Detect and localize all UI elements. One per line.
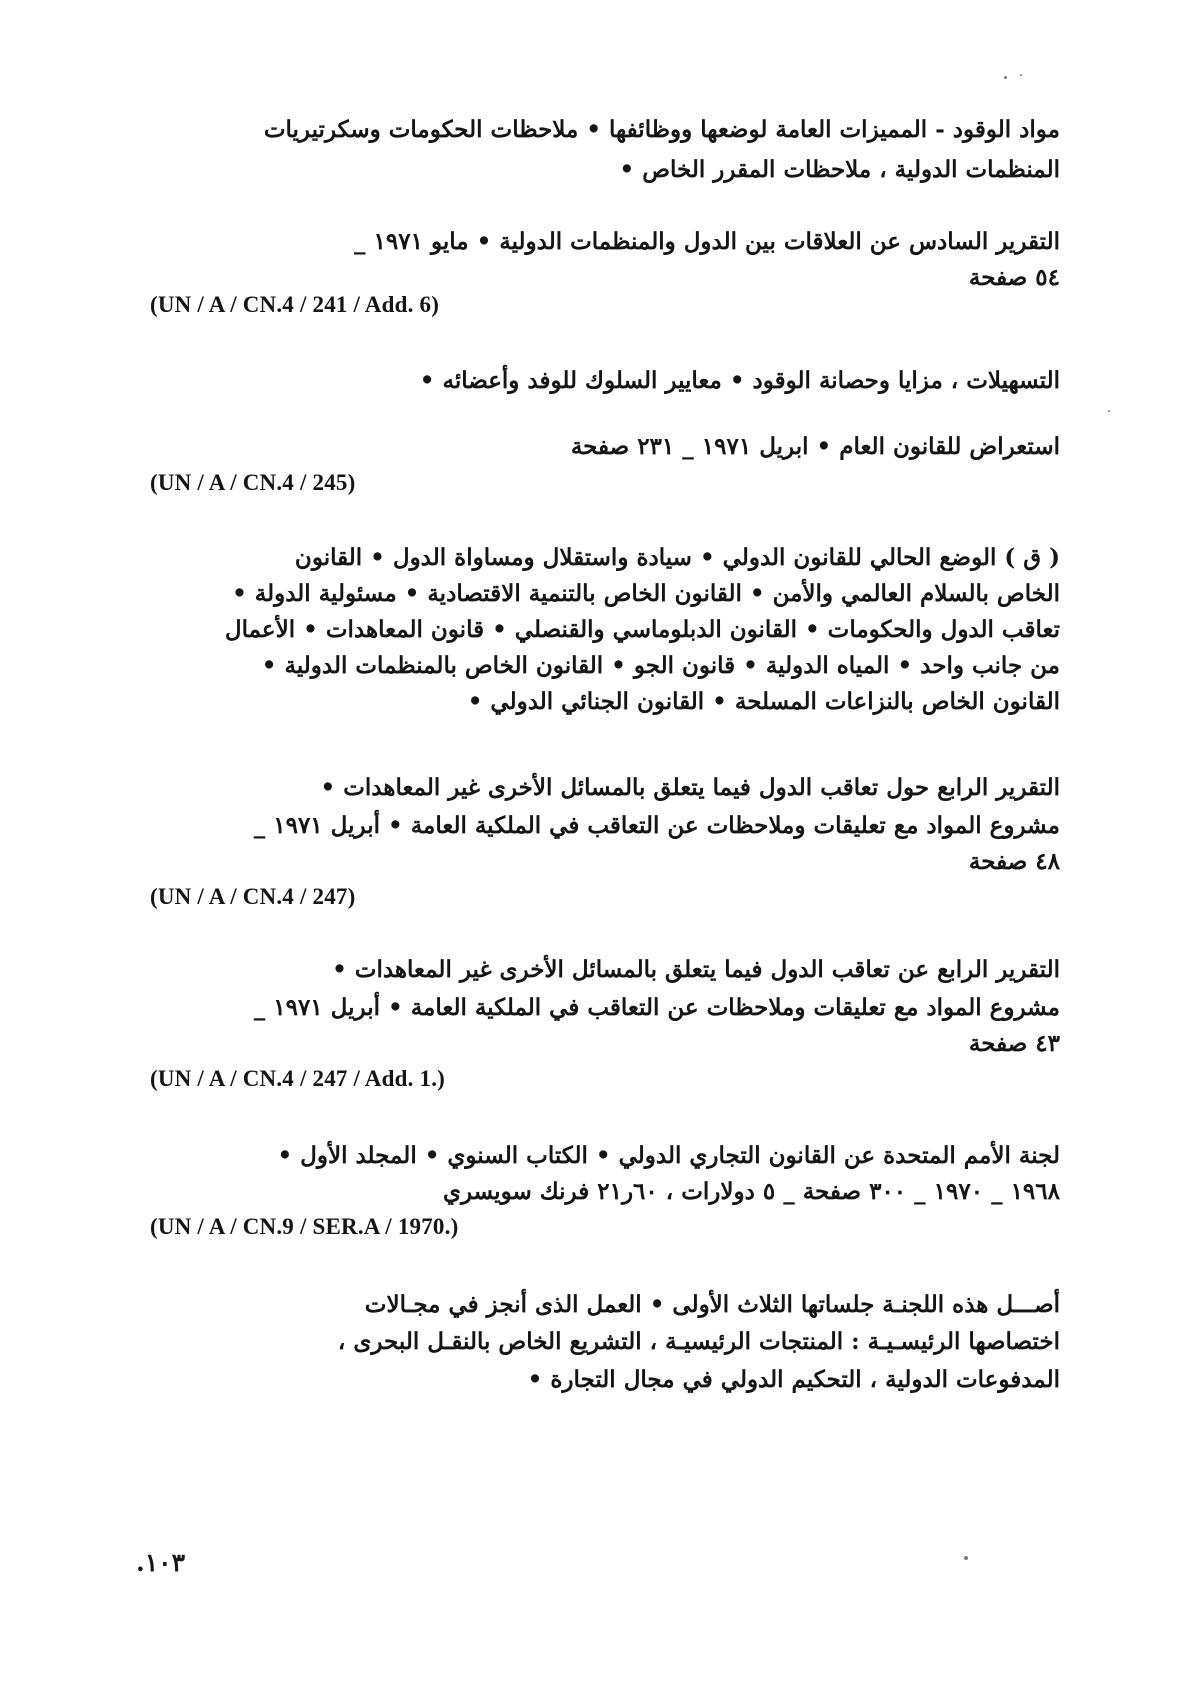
entry-7-line-3: ٤٣ صفحة: [968, 1030, 1060, 1057]
entry-5-line-1: ( ق ) الوضع الحالي للقانون الدولي • سيادة واستقلال ومساواة الدول • القانون: [294, 544, 1060, 571]
entry-6-document-code: (UN / A / CN.4 / 247): [150, 884, 356, 909]
scan-speck: [1020, 74, 1022, 76]
entry-1-line-2: المنظمات الدولية ، ملاحظات المقرر الخاص •: [619, 156, 1060, 183]
entry-2-line-2: ٥٤ صفحة: [968, 264, 1060, 291]
entry-1-line-1: مواد الوقود - المميزات العامة لوضعها ووظائفها • ملاحظات الحكومات وسكرتيريات: [263, 116, 1060, 143]
entry-5-line-4: من جانب واحد • المياه الدولية • قانون الجو • القانون الخاص بالمنظمات الدولية •: [261, 652, 1060, 679]
entry-5-line-2: الخاص بالسلام العالمي والأمن • القانون الخاص بالتنمية الاقتصادية • مسئولية الدولة •: [232, 580, 1060, 607]
entry-3-line-1: التسهيلات ، مزايا وحصانة الوقود • معايير السلوك للوفد وأعضائه •: [419, 367, 1060, 394]
entry-4-document-code: (UN / A / CN.4 / 245): [150, 470, 356, 495]
entry-2-document-code: (UN / A / CN.4 / 241 / Add. 6): [150, 292, 440, 317]
entry-6-line-2: مشروع المواد مع تعليقات وملاحظات عن التعاقب في الملكية العامة • أبريل ١٩٧١ _: [253, 812, 1060, 839]
entry-9-line-1: أصـــل هذه اللجنـة جلساتها الثلاث الأولى • العمل الذى أنجز في مجـالات: [364, 1291, 1060, 1318]
entry-6-line-1: التقرير الرابع حول تعاقب الدول فيما يتعلق بالمسائل الأخرى غير المعاهدات •: [320, 774, 1060, 801]
entry-9-line-3: المدفوعات الدولية ، التحكيم الدولي في مجال التجارة •: [527, 1366, 1060, 1393]
entry-5-line-5: القانون الخاص بالنزاعات المسلحة • القانون الجنائي الدولي •: [467, 688, 1060, 715]
entry-6-line-3: ٤٨ صفحة: [968, 848, 1060, 875]
entry-8-line-1: لجنة الأمم المتحدة عن القانون التجاري الدولي • الكتاب السنوي • المجلد الأول •: [277, 1142, 1060, 1169]
entry-8-document-code: (UN / A / CN.9 / SER.A / 1970.): [150, 1214, 459, 1239]
page-number: ١٠٣.: [136, 1548, 186, 1577]
entry-4-line-1: استعراض للقانون العام • ابريل ١٩٧١ _ ٢٣١ صفحة: [570, 433, 1060, 460]
entry-7-line-2: مشروع المواد مع تعليقات وملاحظات عن التعاقب في الملكية العامة • أبريل ١٩٧١ _: [253, 994, 1060, 1021]
entry-7-document-code: (UN / A / CN.4 / 247 / Add. 1.): [150, 1066, 446, 1091]
entry-2-line-1: التقرير السادس عن العلاقات بين الدول والمنظمات الدولية • مايو ١٩٧١ _: [354, 228, 1060, 255]
scan-speck: [964, 1556, 968, 1560]
entry-5-line-3: تعاقب الدول والحكومات • القانون الدبلوماسي والقنصلي • قانون المعاهدات • الأعمال: [224, 616, 1060, 643]
entry-9-line-2: اختصاصها الرئيسـيـة : المنتجات الرئيسيـة ، التشريع الخاص بالنقـل البحرى ،: [337, 1328, 1060, 1355]
scan-speck: [1108, 410, 1110, 412]
entry-7-line-1: التقرير الرابع عن تعاقب الدول فيما يتعلق بالمسائل الأخرى غير المعاهدات •: [332, 956, 1060, 983]
entry-8-line-2: ١٩٦٨ _ ١٩٧٠ _ ٣٠٠ صفحة _ ٥ دولارات ، ٦٠ر٢١ فرنك سويسري: [442, 1178, 1060, 1205]
scan-speck: [1004, 76, 1007, 79]
